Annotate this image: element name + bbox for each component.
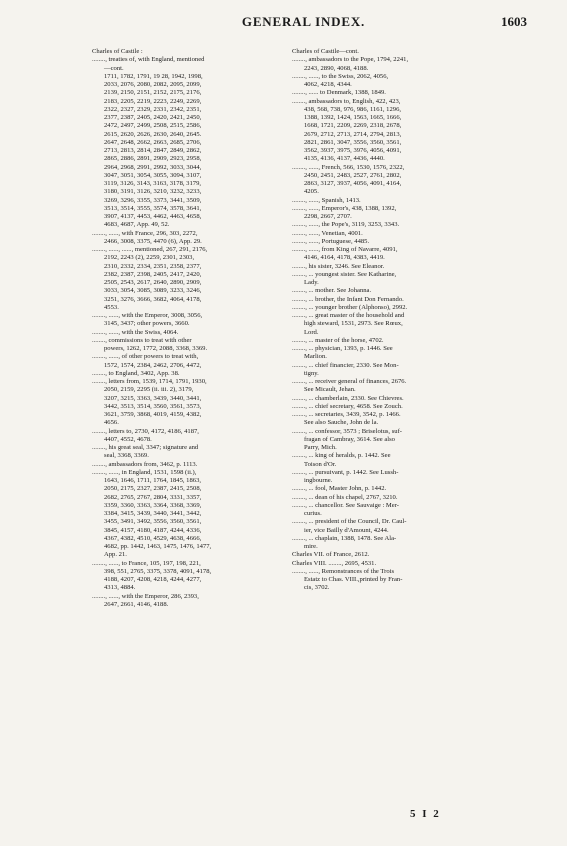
index-line: 2310, 2332, 2334, 2351, 2358, 2377, — [104, 262, 202, 270]
index-line: 1668, 1721, 2209, 2269, 2318, 2678, — [304, 122, 402, 130]
index-line: 2322, 2327, 2329, 2331, 2342, 2351, — [104, 105, 202, 113]
index-line: 3513, 3514, 3555, 3574, 3578, 3641, — [104, 204, 202, 212]
index-line: 438, 568, 738, 976, 986, 1161, 1296, — [304, 105, 402, 113]
index-line: Marlion. — [304, 353, 327, 361]
index-line: See also Sauche, John de la. — [304, 419, 379, 427]
index-line: ........, ... confessor, 3573 ; Briselotus, suf- — [292, 427, 402, 435]
index-line: 2382, 2387, 2398, 2405, 2417, 2420, — [104, 270, 202, 278]
index-line: ........, ......, Spanish, 1413. — [292, 196, 361, 204]
index-line: 2033, 2076, 2080, 2082, 2095, 2099, — [104, 81, 202, 88]
index-line: ........, ambassadors to, English, 422, 423, — [292, 97, 401, 105]
index-line: Lady. — [304, 279, 319, 286]
index-line: 2713, 2813, 2814, 2847, 2849, 2862, — [104, 147, 202, 154]
index-line: seal, 3368, 3369. — [104, 452, 149, 460]
index-line: 398, 551, 2765, 3375, 3378, 4091, 4178, — [104, 567, 212, 575]
index-line: cis, 3702. — [304, 584, 330, 592]
index-line: powers, 1262, 1772, 2088, 3368, 3369. — [104, 345, 208, 352]
index-line: ........, treaties of, with England, mentioned — [92, 56, 205, 64]
index-line: ........, letters to, 2730, 4172, 4186, 4187, — [92, 427, 199, 435]
index-line: App. 21. — [104, 551, 127, 559]
index-line: —cont. — [104, 64, 124, 72]
index-line: ........, ......, from King of Navarre, 4091, — [292, 246, 398, 253]
index-line: ........, ......, with the Emperor, 3008, 3056, — [92, 312, 203, 319]
index-line: ........, ... king of heralds, p. 1442. See — [292, 452, 391, 460]
index-line: ........, ......, with the Swiss, 4064. — [92, 328, 179, 336]
index-line: ........, ... youngest sister. See Katharine, — [292, 270, 397, 278]
index-line: ........, ... dean of his chapel, 2767, 3210. — [292, 493, 398, 501]
index-line: ........, ......, Remonstrances of the Trois — [292, 567, 395, 575]
index-line: ........, ... chancellor. See Sauvaige : Mer- — [292, 501, 399, 509]
index-line: ........, ......, in England, 1531, 1598 (ii.), — [92, 468, 197, 476]
index-line: ........, ... master of the horse, 4702. — [292, 336, 384, 344]
index-line: ........, commissions to treat with other — [92, 336, 192, 344]
index-line: 2050, 2159, 2295 (ii. iii. 2), 3179, — [104, 386, 194, 394]
index-line: Charles VII. of France, 2612. — [292, 551, 370, 559]
index-line: 2377, 2387, 2405, 2420, 2421, 2450, — [104, 114, 202, 121]
index-line: 4146, 4164, 4178, 4383, 4419. — [304, 254, 385, 262]
index-line: 4682, pp. 1442, 1463, 1475, 1476, 1477, — [104, 543, 212, 550]
index-line: ........, ... secretaries, 3439, 3542, p. 1466. — [292, 411, 401, 418]
index-line: 2863, 3127, 3937, 4056, 4091, 4164, — [304, 180, 402, 187]
index-line: 1643, 1646, 1711, 1764, 1845, 1863, — [104, 477, 202, 484]
index-line: 2466, 3008, 3375, 4470 (6), App. 29. — [104, 237, 202, 245]
index-line: ........, ... younger brother (Alphonso), 2992. — [292, 303, 408, 311]
index-line: Toison d'Or. — [304, 460, 337, 468]
left-index-column — [92, 48, 282, 609]
index-line: ........, ......, Emperor's, 438, 1388, 1392, — [292, 204, 397, 212]
index-line: ........, ... chief financier, 2330. See Mon- — [292, 361, 399, 369]
index-line: 4683, 4687, App. 49, 52. — [104, 221, 170, 229]
index-line: 2505, 2543, 2617, 2640, 2890, 2909, — [104, 279, 202, 286]
index-line: ........, ......, Portuguese, 4485. — [292, 237, 370, 245]
index-line: 3455, 3491, 3492, 3556, 3560, 3561, — [104, 518, 202, 526]
index-line: ........, ......, to the Swiss, 2062, 4056, — [292, 72, 389, 80]
index-line: 3033, 3054, 3085, 3089, 3233, 3246, — [104, 287, 202, 295]
index-line: 3359, 3360, 3363, 3364, 3368, 3369, — [104, 501, 202, 509]
index-line: 2243, 2890, 4068, 4188. — [304, 64, 369, 72]
index-line: 3251, 3276, 3666, 3682, 4064, 4178, — [104, 295, 202, 303]
index-line: curius. — [304, 510, 322, 517]
index-line: 3207, 3215, 3363, 3439, 3440, 3441, — [104, 394, 202, 402]
index-line: 2682, 2765, 2767, 2804, 3331, 3357, — [104, 493, 202, 501]
index-line: 3180, 3191, 3126, 3210, 3232, 3233, — [104, 188, 202, 196]
index-line: ........, his sister, 3246. See Eleanor. — [292, 262, 385, 270]
index-line: ........, ... chamberlain, 2330. See Chievres. — [292, 394, 404, 402]
index-line: ........, ... brother, the Infant Don Fernando. — [292, 295, 404, 303]
running-title: GENERAL INDEX. — [241, 14, 366, 29]
index-line: 4313, 4884. — [104, 584, 136, 592]
index-line: 2647, 2661, 4146, 4188. — [104, 600, 169, 608]
index-line: 4062, 4218, 4344. — [304, 81, 352, 88]
index-line: 3119, 3126, 3143, 3163, 3178, 3179, — [104, 180, 202, 187]
index-line: 3384, 3415, 3439, 3440, 3441, 3442, — [104, 510, 202, 517]
right-index-column — [292, 48, 482, 593]
index-line: 3845, 4157, 4180, 4187, 4244, 4336, — [104, 526, 202, 534]
index-line: ........, ... mother. See Johanna. — [292, 287, 372, 295]
index-line: 2679, 2712, 2713, 2714, 2794, 2813, — [304, 130, 402, 138]
index-line: Charles of Castile : — [92, 48, 143, 55]
index-line: 2450, 2451, 2483, 2527, 2761, 2802, — [304, 171, 402, 179]
index-line: fragan of Cambray, 3614. See also — [304, 435, 395, 443]
index-line: ingbourne. — [304, 477, 333, 484]
index-line: ........, ......, Venetian, 4001. — [292, 229, 363, 237]
index-line: Charles of Castile—cont. — [292, 48, 359, 55]
index-line: 3621, 3759, 3868, 4019, 4159, 4382, — [104, 411, 202, 418]
index-line: 2472, 2497, 2499, 2508, 2515, 2586, — [104, 122, 202, 130]
index-line: Estatz to Chas. VIII.,printed by Fran- — [304, 576, 403, 583]
index-line: 2964, 2968, 2991, 2992, 3033, 3044, — [104, 163, 202, 171]
index-line: ........, ......, of other powers to treat with, — [92, 353, 199, 361]
index-line: ........, ......, with France, 296, 303, 2272, — [92, 229, 198, 237]
page-header — [80, 14, 527, 42]
index-line: 2050, 2175, 2327, 2387, 2415, 2508, — [104, 485, 202, 493]
page-number: 1603 — [501, 14, 527, 29]
index-line: ........, letters from, 1539, 1714, 1791, 1930, — [92, 378, 207, 385]
index-line: 4205. — [304, 188, 319, 196]
signature-mark: 5 I 2 — [410, 808, 441, 820]
index-line: 3562, 3937, 3975, 3976, 4056, 4091, — [304, 147, 402, 154]
index-line: 4656. — [104, 419, 119, 427]
index-line: ........, ... chaplain, 1388, 1478. See Ala- — [292, 534, 397, 542]
index-line: ........, ambassadors from, 3462, p. 1113. — [92, 460, 198, 468]
index-line: ........, ......, ......, mentioned, 267, 291, 2176, — [92, 246, 208, 253]
index-line: Parry, Mich. — [304, 444, 337, 451]
index-line: 3907, 4137, 4453, 4462, 4463, 4658, — [104, 213, 202, 220]
index-line: ........, ......, French, 566, 1530, 1576, 2322, — [292, 163, 405, 171]
index-line: 1388, 1392, 1424, 1563, 1665, 1666, — [304, 114, 402, 121]
index-line: 2615, 2620, 2626, 2630, 2640, 2645. — [104, 130, 202, 138]
index-line: 4407, 4552, 4678. — [104, 435, 152, 443]
index-line: 4135, 4136, 4137, 4436, 4440. — [304, 155, 385, 163]
index-line: ........, ... great master of the household and — [292, 312, 405, 319]
index-line: 2647, 2648, 2662, 2663, 2685, 2706, — [104, 138, 202, 146]
index-line: 3442, 3513, 3514, 3560, 3561, 3573, — [104, 402, 202, 410]
index-line: ........, ... pursuivant, p. 1442. See Lussh- — [292, 468, 399, 476]
index-line: See Micault, Jehan. — [304, 386, 356, 394]
index-line: tigny. — [304, 369, 319, 377]
index-line: ........, ...... to Denmark, 1388, 1849. — [292, 89, 386, 97]
index-line: ........, ... president of the Council, Dr. Caul- — [292, 518, 407, 526]
index-line: Charles VIII. ........, 2695, 4531. — [292, 559, 377, 567]
index-line: 1711, 1782, 1791, 19 28, 1942, 1998, — [104, 72, 203, 80]
index-line: 2139, 2150, 2151, 2152, 2175, 2176, — [104, 89, 202, 97]
index-line: ier, vice Bailly d'Amount, 4244. — [304, 526, 389, 534]
index-line: 1572, 1574, 2384, 2462, 2706, 4472, — [104, 361, 202, 369]
index-line: 2865, 2886, 2891, 2909, 2923, 2958, — [104, 155, 202, 163]
index-line: 2821, 2861, 3047, 3556, 3560, 3561, — [304, 138, 402, 146]
index-line: 2183, 2205, 2219, 2223, 2249, 2269, — [104, 97, 202, 105]
index-line: ........, to England, 3402, App. 38. — [92, 369, 180, 377]
index-line: ........, ... chief secretary, 4658. See Zouch. — [292, 402, 403, 410]
index-line: 3269, 3296, 3355, 3373, 3441, 3509, — [104, 196, 202, 204]
index-line: ........, ... physician, 1393, p. 1446. See — [292, 345, 393, 352]
index-line: 2298, 2667, 2707. — [304, 213, 352, 220]
index-line: 4553. — [104, 303, 119, 311]
index-line: 2192, 2243 (2), 2259, 2301, 2303, — [104, 254, 195, 262]
index-line: ........, ... fool, Master John, p. 1442. — [292, 485, 387, 493]
index-line: 4367, 4382, 4510, 4529, 4638, 4666, — [104, 534, 202, 542]
index-line: ........, ... receiver general of finances, 2676. — [292, 378, 407, 385]
index-line: ........, ......, the Pope's, 3119, 3253, 3343. — [292, 221, 400, 229]
index-line: mire. — [304, 543, 318, 550]
index-line: high steward, 1531, 2973. See Rœux, — [304, 320, 403, 328]
index-line: ........, ......, to France, 105, 197, 198, 221, — [92, 559, 201, 567]
index-line: 3047, 3051, 3054, 3055, 3094, 3107, — [104, 171, 202, 179]
index-line: ........, his great seal, 3347; signature and — [92, 444, 199, 451]
index-line: Lord. — [304, 328, 319, 336]
index-line: 3145, 3437; other powers, 3660. — [104, 320, 190, 328]
index-line: 4188, 4207, 4208, 4218, 4244, 4277, — [104, 576, 202, 583]
index-line: ........, ambassadors to the Pope, 1794, 2241, — [292, 56, 409, 64]
index-line: ........, ......, with the Emperor, 286, 2393, — [92, 592, 199, 600]
